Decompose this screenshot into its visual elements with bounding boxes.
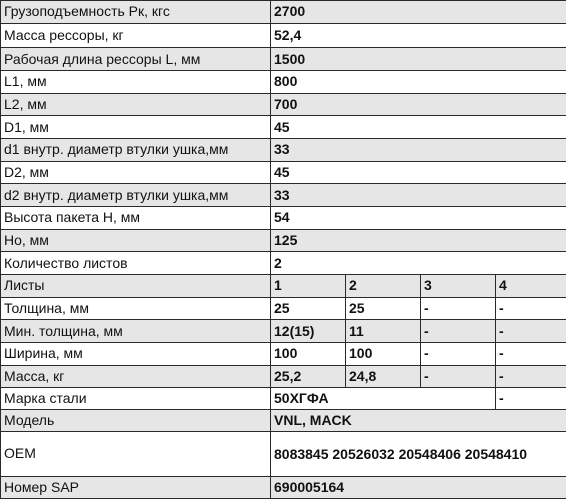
leaf-cell: - [421,297,496,320]
leaf-cell: - [496,365,566,388]
leaf-cell: 25 [271,297,346,320]
leaf-cell: - [496,388,566,410]
table-row [1,252,566,275]
row-label: Номер SAP [1,477,271,499]
row-label: d1 внутр. диаметр втулки ушка,мм [1,139,271,162]
table-row [1,207,566,230]
row-label: Грузоподъемность Рк, кгс [1,1,271,24]
row-label: Мин. толщина, мм [1,320,271,343]
table-row [1,184,566,207]
row-label: Масса рессоры, кг [1,23,271,48]
leaf-cell: - [421,365,496,388]
leaves-header-label: Листы [1,275,271,298]
leaf-cell: 25 [346,297,421,320]
model-row [1,410,566,432]
steel-row [1,388,566,410]
leaves-row [1,365,566,388]
row-value: 45 [271,161,566,184]
leaf-col-header: 2 [346,275,421,298]
row-label: Модель [1,410,271,432]
row-label: Но, мм [1,229,271,252]
sap-value: 690005164 [271,477,566,499]
oem-value: 8083845 20526032 20548406 20548410 [271,431,566,476]
table-row [1,1,566,24]
row-value: 33 [271,139,566,162]
leaves-header-row [1,275,566,298]
row-value: 2700 [271,1,566,24]
leaf-cell: 11 [346,320,421,343]
row-value: 52,4 [271,23,566,48]
leaf-cell: 100 [271,343,346,366]
leaf-cell: - [421,320,496,343]
leaf-cell: 24,8 [346,365,421,388]
row-label: D2, мм [1,161,271,184]
table-row [1,139,566,162]
row-label: OEM [1,431,271,476]
table-row [1,48,566,71]
row-label: L2, мм [1,93,271,116]
leaf-cell: - [496,320,566,343]
row-label: L1, мм [1,71,271,94]
leaf-cell: - [421,343,496,366]
leaf-col-header: 3 [421,275,496,298]
leaves-row [1,297,566,320]
leaf-cell: 12(15) [271,320,346,343]
row-label: Количество листов [1,252,271,275]
leaf-col-header: 1 [271,275,346,298]
row-label: Высота пакета H, мм [1,207,271,230]
oem-row [1,431,566,476]
table-row [1,23,566,48]
row-label: Ширина, мм [1,343,271,366]
row-label: Масса, кг [1,365,271,388]
row-value: 2 [271,252,566,275]
row-label: D1, мм [1,116,271,139]
leaf-cell: 100 [346,343,421,366]
row-value: 1500 [271,48,566,71]
model-value: VNL, MACK [271,410,566,432]
row-label: d2 внутр. диаметр втулки ушка,мм [1,184,271,207]
row-value: 45 [271,116,566,139]
table-row [1,93,566,116]
row-value: 800 [271,71,566,94]
table-row [1,161,566,184]
row-label: Толщина, мм [1,297,271,320]
leaf-cell: 25,2 [271,365,346,388]
row-value: 125 [271,229,566,252]
row-label: Марка стали [1,388,271,410]
row-value: 54 [271,207,566,230]
leaf-col-header: 4 [496,275,566,298]
row-value: 700 [271,93,566,116]
sap-row [1,477,566,499]
leaf-cell: - [496,343,566,366]
row-label: Рабочая длина рессоры L, мм [1,48,271,71]
leaves-row [1,343,566,366]
table-row [1,71,566,94]
leaves-row [1,320,566,343]
table-row [1,229,566,252]
table-row [1,116,566,139]
leaf-cell: - [496,297,566,320]
row-value: 33 [271,184,566,207]
steel-grade: 50ХГФА [271,388,496,410]
